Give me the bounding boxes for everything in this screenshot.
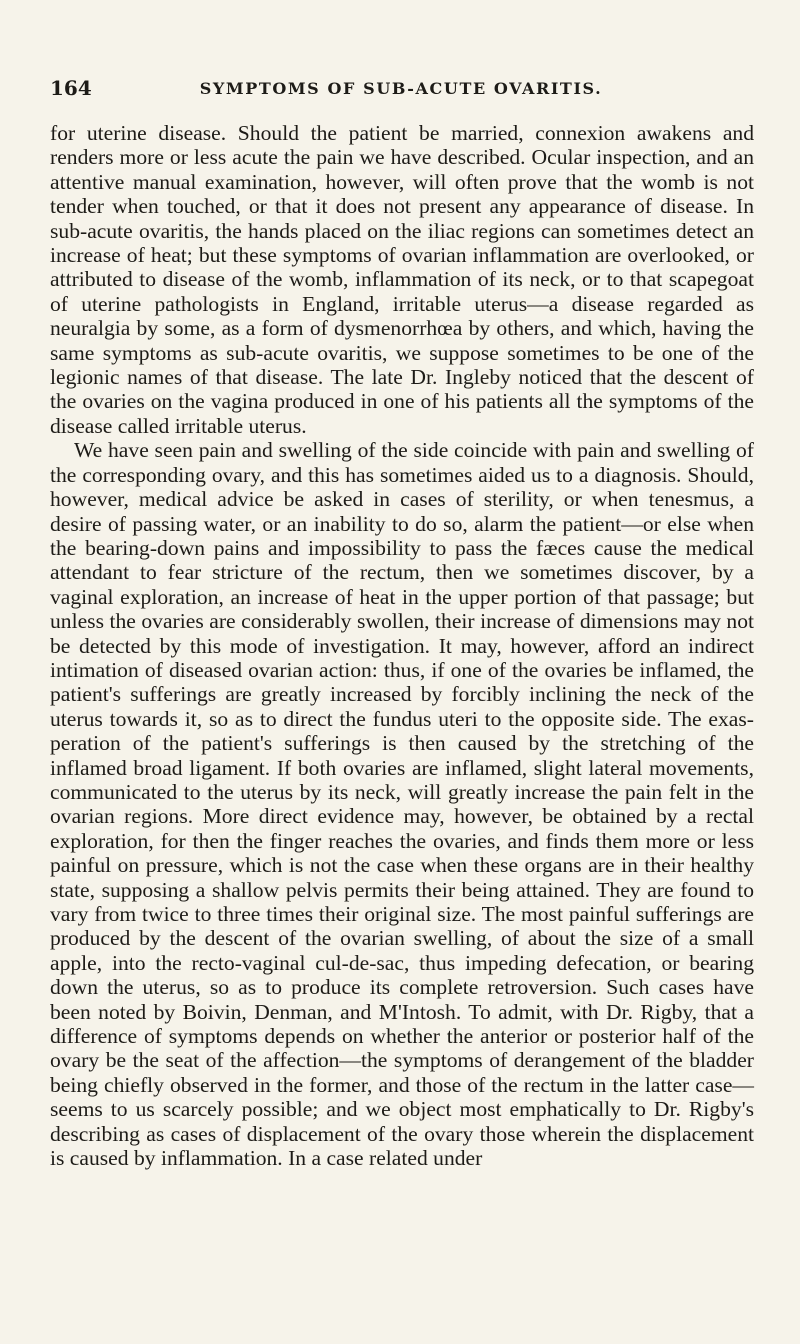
page-number: 164 [50,76,92,100]
paragraph: We have seen pain and swelling of the side coincide with pain and swelling of the corresponding ovary, and this has sometimes aided us to a diagnosis. Should, however, medical advice be asked in cases of sterility, or when tenesmus, a desire of passing water, or an inability to do so, alarm the patient—or else when the bearing-down pains and impossibility to pass the fæces cause the medical attendant to fear stricture of the rectum, then we sometimes discover, by a vaginal exploration, an increase of heat in the upper portion of that passage; but unless the ovaries are considerably swollen, their increase of dimensions may not be detected by this mode of investigation. It may, however, afford an indirect intimation of diseased ovarian action: thus, if one of the ovaries be inflamed, the patient's sufferings are greatly increased by forcibly inclining the neck of the uterus towards it, so as to direct the fundus uteri to the opposite side. The exasperation of the patient's sufferings is then caused by the stretching of the inflamed broad ligament. If both ovaries are inflamed, slight lateral movements, communicated to the uterus by its neck, will greatly increase the pain felt in the ovarian regions. More direct evidence may, however, be obtained by a rectal exploration, for then the finger reaches the ovaries, and finds them more or less painful on pressure, which is not the case when these organs are in their healthy state, supposing a shallow pelvis permits their being attained. They are found to vary from twice to three times their original size. The most painful sufferings are produced by the descent of the ovarian swelling, of about the size of a small apple, into the recto-vaginal cul-de-sac, thus impeding defecation, or bearing down the uterus, so as to produce its complete retroversion. Such cases have been noted by Boivin, Denman, and M'Intosh. To admit, with Dr. Rigby, that a difference of symptoms depends on whether the anterior or posterior half of the ovary be the seat of the affection—the symptoms of derangement of the bladder being chiefly observed in the former, and those of the rectum in the latter case—seems to us scarcely possible; and we object most emphatically to Dr. Rigby's describing as cases of displacement of the ovary those wherein the displacement is caused by inflammation. In a case related under [50,438,754,1171]
running-head [50,76,752,104]
body-text [50,121,754,1170]
paragraph-continued: for uterine disease. Should the patient be married, connexion awakens and renders more or less acute the pain we have described. Ocular inspection, and an attentive manual examination, however, will often prove that the womb is not tender when touched, or that it does not present any appearance of disease. In sub-acute ovaritis, the hands placed on the iliac regions can sometimes detect an increase of heat; but these symptoms of ovarian inflammation are overlooked, or attributed to disease of the womb, inflammation of its neck, or to that scapegoat of uterine pathologists in England, irritable uterus—a disease regarded as neuralgia by some, as a form of dysmenorrhœa by others, and which, having the same symptoms as sub-acute ovaritis, we suppose sometimes to be one of the legionic names of that disease. The late Dr. Ingleby noticed that the descent of the ovaries on the vagina produced in one of his patients all the symptoms of the disease called irritable uterus. [50,121,754,438]
running-title: SYMPTOMS OF SUB-ACUTE OVARITIS. [199,79,603,98]
